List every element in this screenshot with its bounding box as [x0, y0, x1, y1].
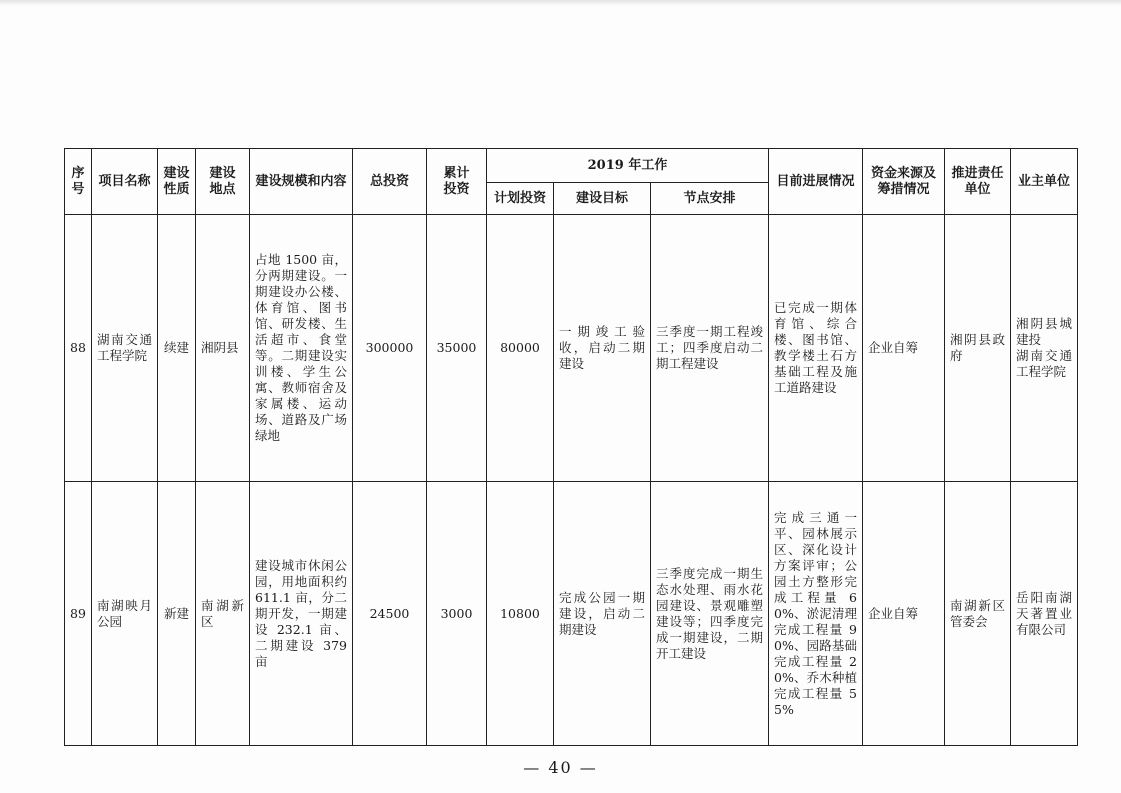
header-total: 总投资 [353, 149, 427, 215]
cell-owner [1011, 215, 1078, 482]
header-schedule: 节点安排 [651, 183, 769, 215]
header-goal: 建设目标 [554, 183, 651, 215]
cell-goal: 一期竣工验收，启动二期建设 [554, 215, 651, 482]
cell-responsible: 南湖新区管委会 [945, 482, 1011, 746]
cell-scale: 建设城市休闲公园，用地面积约 611.1 亩，分二期开发，一期建设 232.1 亩、二期建设 379 亩 [250, 482, 353, 746]
table-row [65, 482, 1078, 746]
cell-progress: 已完成一期体育馆、综合楼、图书馆、教学楼土石方基础工程及施工道路建设 [769, 215, 863, 482]
cell-responsible: 湘阴县政府 [945, 215, 1011, 482]
header-name: 项目名称 [92, 149, 158, 215]
cell-funding: 企业自筹 [863, 215, 945, 482]
header-cumulative: 累计投资 [427, 149, 487, 215]
page-number: — 40 — [523, 758, 598, 777]
cell-total: 300000 [353, 215, 427, 482]
cell-schedule: 三季度一期工程竣工；四季度启动二期工程建设 [651, 215, 769, 482]
header-work-2019: 2019 年工作 [487, 149, 769, 183]
header-responsible: 推进责任单位 [945, 149, 1011, 215]
cell-scale: 占地 1500 亩，分两期建设。一期建设办公楼、体育馆、图书馆、研发楼、生活超市、食堂等。二期建设实训楼、学生公寓、教师宿舍及家属楼、运动场、道路及广场绿地 [250, 215, 353, 482]
header-location: 建设地点 [196, 149, 250, 215]
header-funding: 资金来源及筹措情况 [863, 149, 945, 215]
cell-cumulative: 3000 [427, 482, 487, 746]
header-seq: 序号 [65, 149, 92, 215]
cell-schedule: 三季度完成一期生态水处理、雨水花园建设、景观雕塑建设等；四季度完成一期建设，二期开工建设 [651, 482, 769, 746]
header-nature: 建设性质 [158, 149, 196, 215]
cell-goal: 完成公园一期建设，启动二期建设 [554, 482, 651, 746]
cell-total: 24500 [353, 482, 427, 746]
cell-location: 湘阴县 [196, 215, 250, 482]
cell-progress: 完成三通一平、园林展示区、深化设计方案评审；公园土方整形完成工程量 60%、淤泥清理完成工程量 90%、园路基础完成工程量 20%、乔木种植完成工程量 55% [769, 482, 863, 746]
cell-nature: 续建 [158, 215, 196, 482]
scan-edge [0, 0, 1121, 6]
table-row [65, 215, 1078, 482]
cell-location: 南湖新区 [196, 482, 250, 746]
cell-plan-invest: 10800 [487, 482, 554, 746]
project-table [64, 148, 1078, 746]
header-progress: 目前进展情况 [769, 149, 863, 215]
cell-seq: 89 [65, 482, 92, 746]
header-row-1 [65, 149, 1078, 183]
header-owner: 业主单位 [1011, 149, 1078, 215]
cell-owner [1011, 482, 1078, 746]
cell-name: 南湖映月公园 [92, 482, 158, 746]
cell-cumulative: 35000 [427, 215, 487, 482]
cell-plan-invest: 80000 [487, 215, 554, 482]
cell-seq: 88 [65, 215, 92, 482]
owner-line: 湖南交通工程学院 [1016, 348, 1072, 379]
owner-line: 湘阴县城建投 [1016, 316, 1072, 347]
cell-funding: 企业自筹 [863, 482, 945, 746]
header-scale: 建设规模和内容 [250, 149, 353, 215]
owner-line: 岳阳南湖天著置业有限公司 [1016, 589, 1072, 637]
header-plan-invest: 计划投资 [487, 183, 554, 215]
cell-nature: 新建 [158, 482, 196, 746]
cell-name: 湖南交通工程学院 [92, 215, 158, 482]
